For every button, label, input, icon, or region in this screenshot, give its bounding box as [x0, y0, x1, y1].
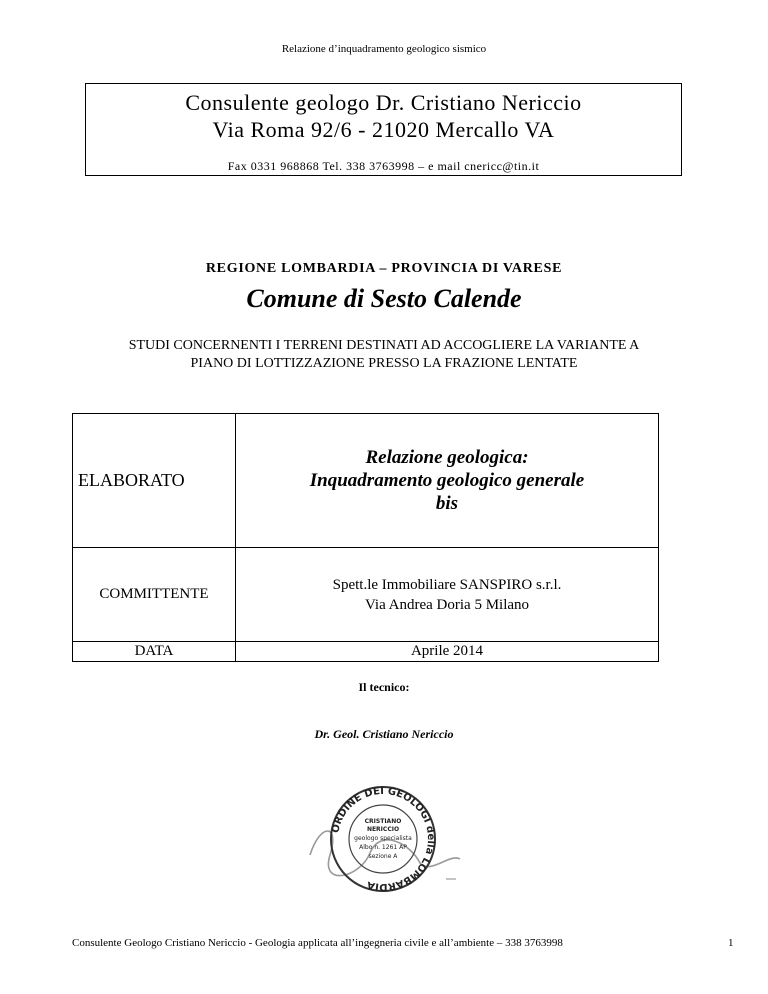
stamp-line-4: Albo n. 1261 AP	[359, 844, 407, 851]
committente-value-line-1: Spett.le Immobiliare SANSPIRO s.r.l.	[332, 576, 562, 593]
stamp-ring-text: ORDINE DEI GEOLOGI della LOMBARDIA	[330, 785, 437, 893]
consultant-address: Via Roma 92/6 - 21020 Mercallo VA	[212, 117, 555, 142]
consultant-name: Consulente geologo Dr. Cristiano Nericcio	[185, 90, 582, 115]
region-heading: REGIONE LOMBARDIA – PROVINCIA DI VARESE	[205, 261, 563, 276]
data-value: Aprile 2014	[236, 642, 659, 662]
committente-value-line-2: Via Andrea Doria 5 Milano	[364, 596, 530, 613]
page-number: 1	[728, 937, 734, 949]
elaborato-label: ELABORATO	[73, 414, 236, 548]
stamp-line-1: CRISTIANO	[364, 818, 402, 825]
document-info-table	[72, 413, 659, 662]
study-subject-line-1: STUDI CONCERNENTI I TERRENI DESTINATI AD ACCOGLIERE LA VARIANTE A	[128, 338, 640, 353]
stamp-line-3: geologo specialista	[354, 835, 412, 842]
committente-value	[236, 548, 659, 642]
signature-name: Dr. Geol. Cristiano Nericcio	[314, 727, 454, 741]
committente-label: COMMITTENTE	[73, 548, 236, 642]
elaborato-value-line-2: Inquadramento geologico generale	[309, 470, 585, 491]
signature-title: Il tecnico:	[358, 680, 410, 694]
professional-stamp-image	[300, 783, 465, 895]
running-header: Relazione d’inquadramento geologico sismico	[281, 43, 487, 55]
stamp-line-2: NERICCIO	[366, 826, 400, 833]
page-footer: Consulente Geologo Cristiano Nericcio - Geologia applicata all’ingegneria civile e all’ambiente – 338 3763998	[72, 937, 563, 949]
study-subject-line-2: PIANO DI LOTTIZZAZIONE PRESSO LA FRAZIONE LENTATE	[190, 356, 578, 371]
comune-title: Comune di Sesto Calende	[246, 284, 522, 313]
stamp-line-5: sezione A	[368, 853, 398, 860]
table-row-committente	[73, 548, 659, 642]
table-row-data	[73, 642, 659, 662]
elaborato-value	[236, 414, 659, 548]
consultant-contact: Fax 0331 968868 Tel. 338 3763998 – e mail cnericc@tin.it	[227, 159, 540, 173]
elaborato-value-line-3: bis	[435, 493, 459, 514]
elaborato-value-line-1: Relazione geologica:	[365, 447, 529, 468]
table-row-elaborato	[73, 414, 659, 548]
study-subject	[60, 337, 708, 373]
letterhead-box	[85, 83, 682, 176]
data-label: DATA	[73, 642, 236, 662]
